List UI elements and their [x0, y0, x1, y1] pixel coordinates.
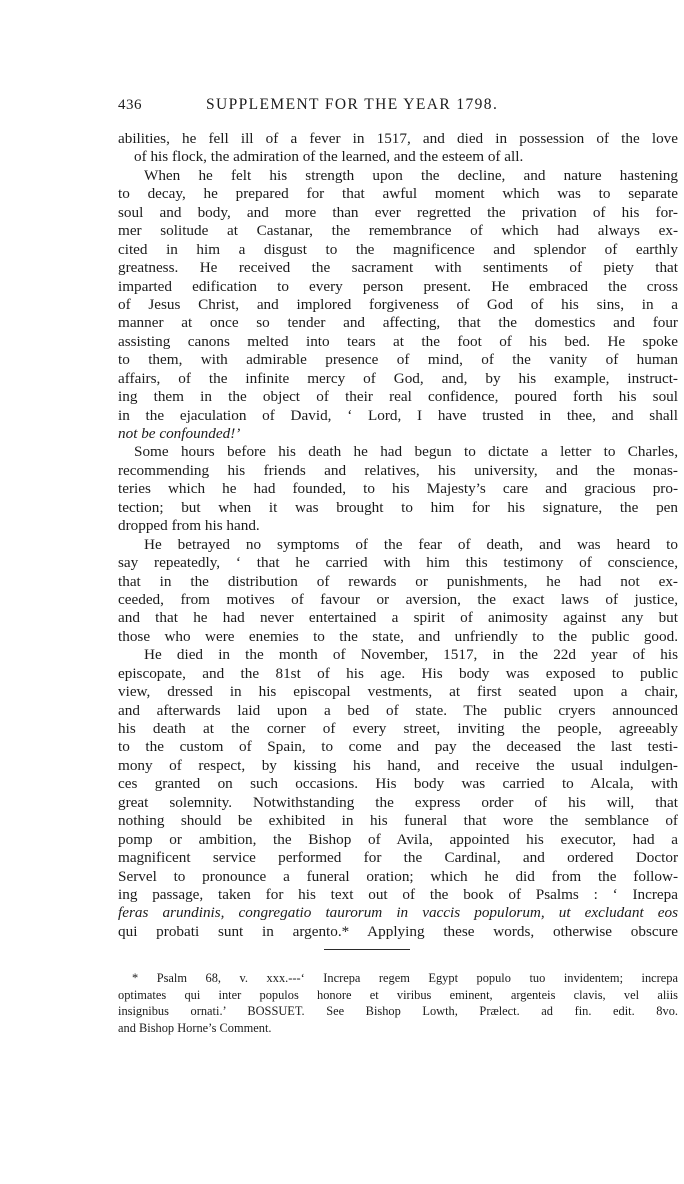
running-head: SUPPLEMENT FOR THE YEAR 1798.: [206, 96, 499, 113]
text-line: ceeded, from motives of favour or aversion, the exact laws of justice,: [118, 590, 678, 608]
text-line: abilities, he fell ill of a fever in 1517, and died in possession of the love: [118, 130, 678, 147]
text-line: qui probati sunt in argento.* Applying these words, otherwise obscure: [118, 922, 678, 940]
text-line: He died in the month of November, 1517, in the 22d year of his: [144, 646, 678, 664]
text-line: of his flock, the admiration of the learned, and the esteem of all.: [134, 148, 524, 166]
text-line: of Jesus Christ, and implored forgiveness of God of his sins, in a: [118, 295, 678, 313]
text-line: his death at the corner of every street, inviting the people, agreeably: [118, 720, 678, 737]
text-line: and afterwards laid upon a bed of state. The public cryers announced: [118, 701, 678, 719]
text-line: When he felt his strength upon the decline, and nature hastening: [144, 166, 678, 184]
text-line: manner at once so tender and affecting, that the domestics and four: [118, 314, 678, 332]
page-header: [118, 96, 678, 130]
text-line: mony of respect, by kissing his hand, and receive the usual indulgen-: [118, 756, 678, 774]
book-page: [118, 96, 678, 1037]
footnote-line: optimates qui inter populos honore et viribus eminent, argenteis clavis, vel aliis: [118, 987, 678, 1002]
text-line: ing passage, taken for his text out of the book of Psalms : ‘ Increpa: [118, 885, 678, 903]
text-line: cited in him a disgust to the magnificence and splendor of earthly: [118, 240, 678, 258]
text-line: Some hours before his death he had begun to dictate a letter to Charles,: [134, 443, 678, 461]
text-line: not be confounded!’: [118, 425, 241, 442]
text-line: pomp or ambition, the Bishop of Avila, appointed his executor, had a: [118, 830, 678, 848]
text-line: dropped from his hand.: [118, 517, 260, 535]
text-line: greatness. He received the sacrament with sentiments of piety that: [118, 259, 678, 277]
text-line: teries which he had founded, to his Majesty’s care and gracious pro-: [118, 480, 678, 498]
text-line: imparted edification to every person present. He embraced the cross: [118, 277, 678, 295]
text-line: great solemnity. Notwithstanding the express order of his will, that: [118, 793, 678, 811]
text-line: those who were enemies to the state, and unfriendly to the public good.: [118, 627, 678, 645]
text-line: nothing should be exhibited in his funeral that wore the semblance of: [118, 812, 678, 830]
text-line: that in the distribution of rewards or punishments, he had not ex-: [118, 572, 678, 590]
text-line: recommending his friends and relatives, his university, and the monas-: [118, 461, 678, 479]
text-line: mer solitude at Castanar, the remembrance of which had always ex-: [118, 222, 678, 240]
footnote-rule: [324, 949, 410, 950]
text-line: assisting canons melted into tears at the foot of his bed. He spoke: [118, 332, 678, 350]
text-line: ing them in the object of their real confidence, poured forth his soul: [118, 388, 678, 406]
text-line: Servel to pronounce a funeral oration; which he did from the follow-: [118, 867, 678, 885]
text-line: magnificent service performed for the Cardinal, and ordered Doctor: [118, 849, 678, 867]
footnote-line: * Psalm 68, v. xxx.---‘ Increpa regem Egypt populo tuo invidentem; increpa: [132, 971, 678, 986]
text-line: episcopate, and the 81st of his age. His body was exposed to public: [118, 664, 678, 682]
text-line: affairs, of the infinite mercy of God, and, by his example, instruct-: [118, 369, 678, 387]
text-line: in the ejaculation of David, ‘ Lord, I have trusted in thee, and shall: [118, 406, 678, 424]
text-line: and that he had never entertained a spirit of animosity against any but: [118, 609, 678, 627]
text-line: to them, with admirable presence of mind, of the vanity of human: [118, 351, 678, 369]
footnote: [118, 970, 678, 1036]
footnote-line: insignibus ornati.’ BOSSUET. See Bishop Lowth, Prælect. ad fin. edit. 8vo.: [118, 1004, 678, 1019]
text-line: soul and body, and more than ever regretted the privation of his for-: [118, 203, 678, 221]
text-line: ces granted on such occasions. His body was carried to Alcala, with: [118, 775, 678, 793]
text-line: He betrayed no symptoms of the fear of death, and was heard to: [144, 535, 678, 553]
footnote-line: and Bishop Horne’s Comment.: [118, 1021, 272, 1036]
text-line: to decay, he prepared for that awful moment which was to separate: [118, 185, 678, 203]
text-line: feras arundinis, congregatio taurorum in vaccis populorum, ut excludant eos: [118, 904, 678, 922]
page-number: 436: [118, 97, 142, 113]
text-line: tection; but when it was brought to him for his signature, the pen: [118, 498, 678, 516]
text-line: view, dressed in his episcopal vestments, at first seated upon a chair,: [118, 683, 678, 701]
body-text: [118, 130, 678, 941]
text-line: to the custom of Spain, to come and pay the deceased the last testi-: [118, 738, 678, 756]
text-line: say repeatedly, ‘ that he carried with him this testimony of conscience,: [118, 554, 678, 572]
